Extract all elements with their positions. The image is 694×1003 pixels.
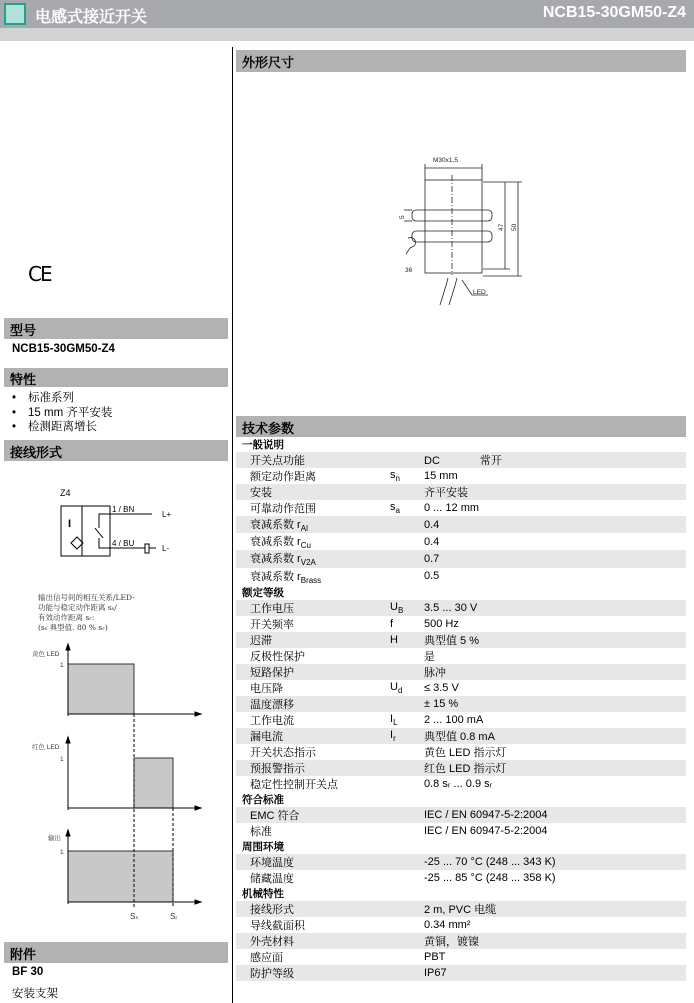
features-list xyxy=(12,389,112,433)
label-text: 感应面 xyxy=(250,951,283,964)
label-text: EMC 符合 xyxy=(250,809,300,822)
param-label xyxy=(236,744,386,760)
param-symbol xyxy=(386,648,420,664)
param-symbol xyxy=(386,854,420,870)
param-label xyxy=(236,550,386,567)
symbol-sub: d xyxy=(397,685,403,695)
value-text: ± 15 % xyxy=(424,697,459,710)
param-label xyxy=(236,616,386,632)
note-line: 功能与稳定动作距离 sₛ/ xyxy=(38,603,117,612)
param-label xyxy=(236,901,386,917)
label-text: 工作电压 xyxy=(250,602,294,615)
param-value xyxy=(420,744,686,760)
load-icon xyxy=(145,544,149,553)
wrench-size-label: 36 xyxy=(405,267,413,274)
table-row xyxy=(236,680,686,696)
table-row xyxy=(236,632,686,648)
red-led-bar xyxy=(134,758,173,808)
param-value xyxy=(420,500,686,516)
symbol-sub: r xyxy=(393,733,396,743)
switch-icon xyxy=(95,528,103,538)
symbol-sub: L xyxy=(393,717,398,727)
length-47-label: 47 xyxy=(498,223,505,231)
param-symbol xyxy=(386,776,420,792)
table-row xyxy=(236,533,686,550)
table-row xyxy=(236,452,686,468)
label-text: 衰减系数 r xyxy=(250,570,301,583)
lminus-label: L- xyxy=(162,544,170,553)
pin4-label: 4 / BU xyxy=(112,539,135,548)
group-row xyxy=(236,437,686,452)
param-label xyxy=(236,776,386,792)
label-text: 开关点功能 xyxy=(250,455,305,467)
param-value xyxy=(420,680,686,696)
param-symbol xyxy=(386,516,420,533)
table-row xyxy=(236,901,686,917)
param-symbol xyxy=(386,484,420,500)
param-value xyxy=(420,949,686,965)
table-row xyxy=(236,600,686,616)
param-value xyxy=(420,468,686,484)
model-value: NCB15-30GM50-Z4 xyxy=(12,343,115,355)
value-text: -25 ... 70 °C (248 ... 343 K) xyxy=(424,855,556,868)
param-label xyxy=(236,500,386,516)
value-text: 3.5 ... 30 V xyxy=(424,601,478,614)
param-label xyxy=(236,965,386,981)
led-label: LED xyxy=(473,289,486,296)
param-symbol xyxy=(386,870,420,886)
param-symbol xyxy=(386,696,420,712)
group-row xyxy=(236,839,686,854)
symbol-text: I xyxy=(390,728,394,741)
table-row xyxy=(236,500,686,516)
value-text: 0.34 mm² xyxy=(424,918,471,931)
param-label xyxy=(236,854,386,870)
param-value xyxy=(420,917,686,933)
tech-table xyxy=(236,437,686,981)
table-row xyxy=(236,760,686,776)
param-symbol xyxy=(386,823,420,839)
label-text: 工作电流 xyxy=(250,714,294,727)
param-value xyxy=(420,696,686,712)
param-symbol xyxy=(386,744,420,760)
param-label xyxy=(236,533,386,550)
param-label xyxy=(236,760,386,776)
label-text: 防护等级 xyxy=(250,967,294,980)
label-text: 导线截面积 xyxy=(250,919,305,932)
value-extra: 常开 xyxy=(479,455,502,467)
symbol-text: U xyxy=(390,680,398,693)
wiring-note xyxy=(38,593,135,633)
param-label xyxy=(236,680,386,696)
sub-bar xyxy=(0,28,694,41)
accessory-item: BF 30 xyxy=(12,966,44,978)
table-row xyxy=(236,648,686,664)
ss-label: Sₛ xyxy=(130,912,139,921)
table-row xyxy=(236,550,686,567)
group-label: 符合标准 xyxy=(242,793,284,806)
param-value xyxy=(420,568,686,585)
tick-1: 1 xyxy=(60,756,64,763)
red-led-label: 红色 LED xyxy=(32,744,60,751)
label-text: 可靠动作范围 xyxy=(250,503,316,515)
param-label xyxy=(236,600,386,616)
timing-diagram xyxy=(0,640,230,930)
param-symbol xyxy=(386,550,420,567)
param-value xyxy=(420,870,686,886)
label-sub: Cu xyxy=(300,541,311,551)
ce-mark-icon: CE xyxy=(28,262,51,286)
label-text: 稳定性控制开关点 xyxy=(250,778,338,791)
value-text: -25 ... 85 °C (248 ... 358 K) xyxy=(424,871,556,884)
param-label xyxy=(236,917,386,933)
table-row xyxy=(236,933,686,949)
value-text: 500 Hz xyxy=(424,617,459,630)
value-text: DC xyxy=(424,455,440,467)
param-label xyxy=(236,632,386,648)
table-row xyxy=(236,870,686,886)
table-row xyxy=(236,854,686,870)
value-text: 红色 LED 指示灯 xyxy=(424,762,507,775)
wrench-icon xyxy=(406,238,416,254)
param-symbol xyxy=(386,616,420,632)
pin1-label: 1 / BN xyxy=(112,505,135,514)
symbol-i: I xyxy=(68,518,72,530)
table-row xyxy=(236,664,686,680)
param-symbol xyxy=(386,807,420,823)
label-text: 标准 xyxy=(250,825,272,838)
label-text: 开关状态指示 xyxy=(250,746,316,759)
section-tech: 技术参数 xyxy=(236,416,686,437)
table-row xyxy=(236,516,686,533)
value-text: 0.4 xyxy=(424,535,440,548)
note-line: 有效动作距离 sᵣ: xyxy=(38,613,95,622)
sr-label: Sᵣ xyxy=(170,912,178,921)
param-symbol xyxy=(386,600,420,616)
param-value xyxy=(420,901,686,917)
table-row xyxy=(236,616,686,632)
param-value xyxy=(420,664,686,680)
table-row xyxy=(236,712,686,728)
param-value xyxy=(420,452,686,468)
section-features: 特性 xyxy=(4,368,228,387)
value-text: 典型值 0.8 mA xyxy=(424,730,495,743)
param-label xyxy=(236,648,386,664)
group-row xyxy=(236,792,686,807)
param-label xyxy=(236,516,386,533)
param-value xyxy=(420,516,686,533)
header-bar xyxy=(0,0,694,28)
group-row xyxy=(236,886,686,901)
symbol-text: s xyxy=(390,468,396,481)
param-symbol xyxy=(386,965,420,981)
symbol-sub: a xyxy=(395,506,400,516)
param-symbol xyxy=(386,728,420,744)
value-text: 0.8 sᵣ ... 0.9 sᵣ xyxy=(424,777,493,790)
param-value xyxy=(420,807,686,823)
label-text: 电压降 xyxy=(250,682,283,695)
table-row xyxy=(236,744,686,760)
label-text: 安装 xyxy=(250,487,272,499)
value-text: 2 m, PVC 电缆 xyxy=(424,903,497,916)
output-bar xyxy=(68,851,173,902)
yellow-led-bar xyxy=(68,664,134,714)
table-row xyxy=(236,917,686,933)
param-label xyxy=(236,468,386,484)
param-symbol xyxy=(386,901,420,917)
group-label: 周围环境 xyxy=(242,840,284,853)
param-value xyxy=(420,728,686,744)
section-dimensions: 外形尺寸 xyxy=(236,50,686,72)
param-symbol xyxy=(386,680,420,696)
model-number: NCB15-30GM50-Z4 xyxy=(542,4,686,21)
param-symbol xyxy=(386,452,420,468)
value-text: 0.5 xyxy=(424,570,440,583)
dimension-drawing xyxy=(390,140,540,315)
param-symbol xyxy=(386,664,420,680)
tick-1: 1 xyxy=(60,662,64,669)
param-value xyxy=(420,823,686,839)
param-label xyxy=(236,712,386,728)
value-text: 典型值 5 % xyxy=(424,634,480,647)
table-row xyxy=(236,807,686,823)
param-value xyxy=(420,648,686,664)
param-label xyxy=(236,452,386,468)
table-row xyxy=(236,949,686,965)
symbol-text: f xyxy=(390,617,394,630)
param-value xyxy=(420,965,686,981)
value-text: 齐平安装 xyxy=(424,487,468,499)
param-value xyxy=(420,632,686,648)
label-text: 衰减系数 r xyxy=(250,519,301,531)
yellow-led-label: 黄色 LED xyxy=(32,651,60,658)
label-text: 衰减系数 r xyxy=(250,536,301,549)
label-text: 开关频率 xyxy=(250,618,294,631)
param-value xyxy=(420,616,686,632)
param-label xyxy=(236,823,386,839)
param-label xyxy=(236,728,386,744)
label-text: 接线形式 xyxy=(250,903,294,916)
label-text: 额定动作距离 xyxy=(250,471,316,483)
wiring-diagram xyxy=(0,470,230,570)
feature-item: • 15 mm 齐平安装 xyxy=(12,404,112,419)
label-text: 衰减系数 r xyxy=(250,553,301,566)
label-text: 短路保护 xyxy=(250,666,294,679)
param-label xyxy=(236,664,386,680)
label-text: 反极性保护 xyxy=(250,650,305,663)
param-label xyxy=(236,870,386,886)
param-symbol xyxy=(386,533,420,550)
param-symbol xyxy=(386,468,420,484)
param-value xyxy=(420,712,686,728)
param-value xyxy=(420,600,686,616)
param-label xyxy=(236,933,386,949)
value-text: 黄色 LED 指示灯 xyxy=(424,746,507,759)
label-text: 温度漂移 xyxy=(250,698,294,711)
table-row xyxy=(236,728,686,744)
table-row xyxy=(236,568,686,585)
sensor-body xyxy=(425,180,482,273)
param-symbol xyxy=(386,500,420,516)
param-value xyxy=(420,933,686,949)
output-label: 输出 xyxy=(48,835,61,842)
table-row xyxy=(236,776,686,792)
symbol-text: I xyxy=(390,712,394,725)
value-text: IP67 xyxy=(424,966,447,979)
feature-item: • 检测距离增长 xyxy=(12,418,112,433)
value-text: 15 mm xyxy=(424,470,458,482)
label-text: 漏电流 xyxy=(250,730,283,743)
label-text: 预报警指示 xyxy=(250,762,305,775)
label-sub: V2A xyxy=(300,558,316,568)
table-row xyxy=(236,696,686,712)
value-text: 0 ... 12 mm xyxy=(424,502,480,514)
group-row xyxy=(236,585,686,600)
brand-logo-icon xyxy=(4,3,26,25)
note-line: (sₛ 典型值. 80 % sᵣ) xyxy=(38,623,108,632)
param-symbol xyxy=(386,568,420,585)
inductive-symbol-icon xyxy=(71,537,83,549)
symbol-sub: n xyxy=(395,474,400,484)
value-text: 脉冲 xyxy=(424,666,446,679)
lplus-label: L+ xyxy=(162,510,172,519)
section-model: 型号 xyxy=(4,318,228,339)
value-text: ≤ 3.5 V xyxy=(424,681,459,694)
param-value xyxy=(420,484,686,500)
group-label: 一般说明 xyxy=(242,439,284,451)
table-row xyxy=(236,484,686,500)
param-label xyxy=(236,484,386,500)
param-label xyxy=(236,696,386,712)
nut-width-label: 5 xyxy=(399,215,406,219)
section-wiring: 接线形式 xyxy=(4,440,228,461)
symbol-sub: B xyxy=(397,605,404,615)
label-text: 环境温度 xyxy=(250,856,294,869)
value-text: 是 xyxy=(424,650,435,663)
param-label xyxy=(236,949,386,965)
param-symbol xyxy=(386,949,420,965)
column-divider xyxy=(232,47,233,1003)
section-accessories: 附件 xyxy=(4,942,228,963)
param-value xyxy=(420,533,686,550)
param-value xyxy=(420,760,686,776)
feature-item: • 标准系列 xyxy=(12,389,112,404)
label-sub: Brass xyxy=(300,575,322,585)
label-text: 迟滞 xyxy=(250,634,272,647)
param-symbol xyxy=(386,712,420,728)
label-text: 外壳材料 xyxy=(250,935,294,948)
value-text: IEC / EN 60947-5-2:2004 xyxy=(424,808,548,821)
symbol-text: s xyxy=(390,500,396,513)
value-text: PBT xyxy=(424,950,446,963)
value-text: 0.4 xyxy=(424,518,440,531)
table-row xyxy=(236,965,686,981)
param-value xyxy=(420,776,686,792)
label-sub: Al xyxy=(300,524,308,534)
symbol-text: H xyxy=(390,633,398,646)
symbol-text: U xyxy=(390,600,398,613)
value-text: 黄铜，镀镍 xyxy=(424,935,479,948)
param-symbol xyxy=(386,933,420,949)
tick-1: 1 xyxy=(60,849,64,856)
value-text: 0.7 xyxy=(424,552,440,565)
accessory-desc: 安装支架 xyxy=(12,986,58,1000)
label-text: 储藏温度 xyxy=(250,872,294,885)
param-symbol xyxy=(386,632,420,648)
note-line: 输出信号间的相互关系/LED- xyxy=(38,593,135,602)
length-50-label: 50 xyxy=(511,223,518,231)
group-label: 机械特性 xyxy=(242,887,284,900)
page-title: 电感式接近开关 xyxy=(35,9,148,26)
group-label: 额定等级 xyxy=(242,586,284,599)
wiring-code: Z4 xyxy=(60,488,71,498)
value-text: IEC / EN 60947-5-2:2004 xyxy=(424,824,548,837)
param-symbol xyxy=(386,917,420,933)
param-label xyxy=(236,568,386,585)
value-text: 2 ... 100 mA xyxy=(424,713,484,726)
param-label xyxy=(236,807,386,823)
param-symbol xyxy=(386,760,420,776)
param-value xyxy=(420,854,686,870)
table-row xyxy=(236,823,686,839)
param-value xyxy=(420,550,686,567)
table-row xyxy=(236,468,686,484)
thread-label: M30x1,5 xyxy=(433,157,458,164)
